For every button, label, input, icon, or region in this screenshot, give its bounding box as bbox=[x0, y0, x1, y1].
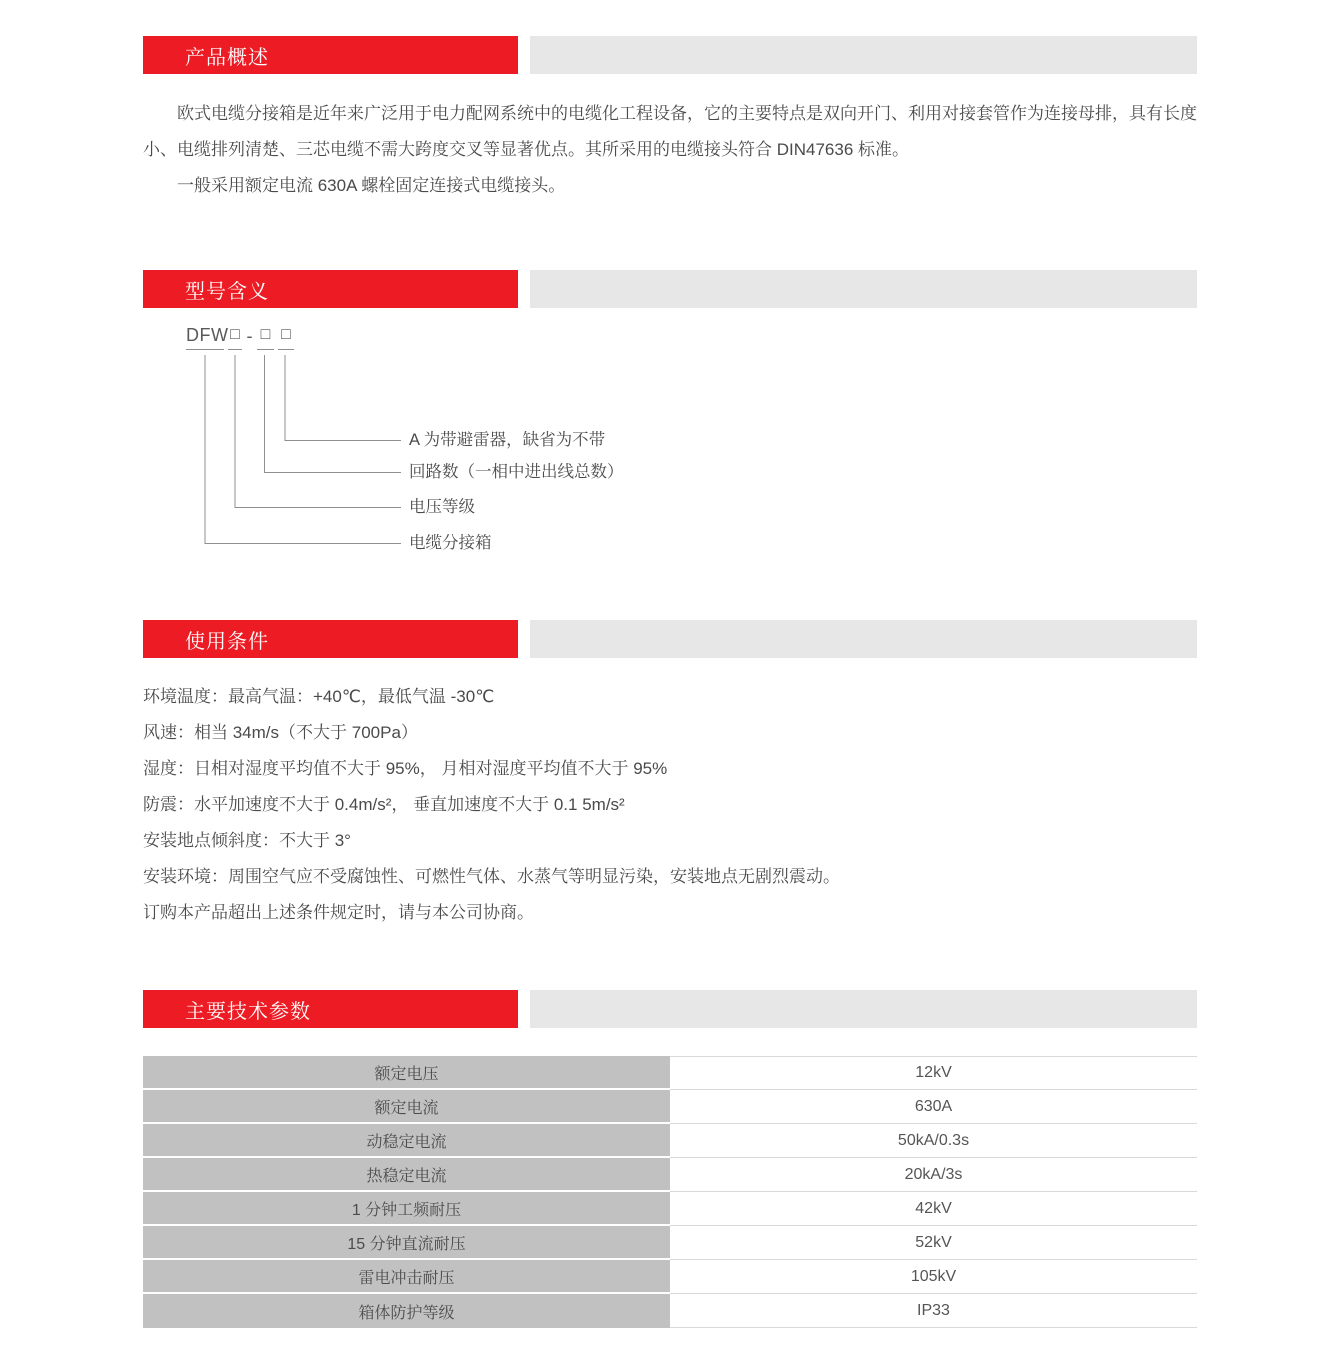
param-value: 105kV bbox=[670, 1260, 1197, 1294]
overview-paragraph-2: 一般采用额定电流 630A 螺栓固定连接式电缆接头。 bbox=[177, 176, 566, 195]
condition-tilt: 安装地点倾斜度：不大于 3° bbox=[143, 831, 351, 850]
param-value: 12kV bbox=[670, 1056, 1197, 1090]
param-label: 15 分钟直流耐压 bbox=[143, 1226, 670, 1260]
model-code-diagram bbox=[143, 325, 1197, 575]
table-row bbox=[143, 1192, 1197, 1226]
model-code-box-2: □ bbox=[257, 325, 274, 350]
param-value: 42kV bbox=[670, 1192, 1197, 1226]
section-header-overview bbox=[143, 36, 1197, 74]
model-code-box-3: □ bbox=[278, 325, 294, 350]
model-label-voltage: 电压等级 bbox=[409, 498, 475, 516]
param-value: 630A bbox=[670, 1090, 1197, 1124]
param-value: 20kA/3s bbox=[670, 1158, 1197, 1192]
param-label: 箱体防护等级 bbox=[143, 1294, 670, 1328]
model-code-prefix: DFW bbox=[186, 325, 224, 350]
model-banner-extension bbox=[530, 270, 1197, 308]
param-value: 52kV bbox=[670, 1226, 1197, 1260]
overview-paragraph-1: 欧式电缆分接箱是近年来广泛用于电力配网系统中的电缆化工程设备，它的主要特点是双向开门、利用对接套管作为连接母排，具有长度小、电缆排列清楚、三芯电缆不需大跨度交叉等显著优点。其所采用的电缆接头符合 DIN47636 标准。 bbox=[143, 104, 1197, 159]
table-row bbox=[143, 1090, 1197, 1124]
param-label: 雷电冲击耐压 bbox=[143, 1260, 670, 1294]
param-value: IP33 bbox=[670, 1294, 1197, 1328]
condition-vibration: 防震：水平加速度不大于 0.4m/s²， 垂直加速度不大于 0.1 5m/s² bbox=[143, 795, 625, 814]
param-label: 动稳定电流 bbox=[143, 1124, 670, 1158]
table-row bbox=[143, 1294, 1197, 1328]
param-label: 额定电压 bbox=[143, 1056, 670, 1090]
param-label: 热稳定电流 bbox=[143, 1158, 670, 1192]
params-banner-extension bbox=[530, 990, 1197, 1028]
condition-humidity: 湿度：日相对湿度平均值不大于 95%， 月相对湿度平均值不大于 95% bbox=[143, 759, 668, 778]
overview-banner-extension bbox=[530, 36, 1197, 74]
condition-ordering-note: 订购本产品超出上述条件规定时，请与本公司协商。 bbox=[143, 903, 534, 922]
table-row bbox=[143, 1226, 1197, 1260]
page-content bbox=[143, 0, 1197, 1364]
model-title: 型号含义 bbox=[185, 280, 269, 303]
model-code-dash: - bbox=[246, 326, 253, 346]
param-label: 额定电流 bbox=[143, 1090, 670, 1124]
params-table bbox=[143, 1056, 1197, 1328]
table-row bbox=[143, 1056, 1197, 1090]
overview-body bbox=[143, 96, 1197, 204]
conditions-banner-extension bbox=[530, 620, 1197, 658]
conditions-list bbox=[143, 679, 1197, 931]
param-label: 1 分钟工频耐压 bbox=[143, 1192, 670, 1226]
condition-environment: 安装环境：周围空气应不受腐蚀性、可燃性气体、水蒸气等明显污染，安装地点无剧烈震动。 bbox=[143, 867, 840, 886]
section-header-params bbox=[143, 990, 1197, 1028]
condition-temperature: 环境温度：最高气温：+40℃，最低气温 -30℃ bbox=[143, 687, 495, 706]
section-header-conditions bbox=[143, 620, 1197, 658]
overview-title: 产品概述 bbox=[185, 46, 269, 69]
conditions-title: 使用条件 bbox=[185, 630, 269, 653]
model-connector-lines bbox=[143, 330, 1197, 575]
model-label-arrester: A 为带避雷器，缺省为不带 bbox=[409, 431, 606, 449]
params-title: 主要技术参数 bbox=[185, 1000, 311, 1023]
section-header-model bbox=[143, 270, 1197, 308]
table-row bbox=[143, 1260, 1197, 1294]
overview-title-banner bbox=[143, 36, 518, 74]
model-title-banner bbox=[143, 270, 518, 308]
params-title-banner bbox=[143, 990, 518, 1028]
param-value: 50kA/0.3s bbox=[670, 1124, 1197, 1158]
condition-wind: 风速：相当 34m/s（不大于 700Pa） bbox=[143, 723, 418, 742]
model-code-box-1: □ bbox=[228, 325, 242, 350]
table-row bbox=[143, 1124, 1197, 1158]
model-label-circuits: 回路数（一相中进出线总数） bbox=[409, 463, 624, 481]
conditions-title-banner bbox=[143, 620, 518, 658]
table-row bbox=[143, 1158, 1197, 1192]
model-label-box-type: 电缆分接箱 bbox=[409, 534, 492, 552]
